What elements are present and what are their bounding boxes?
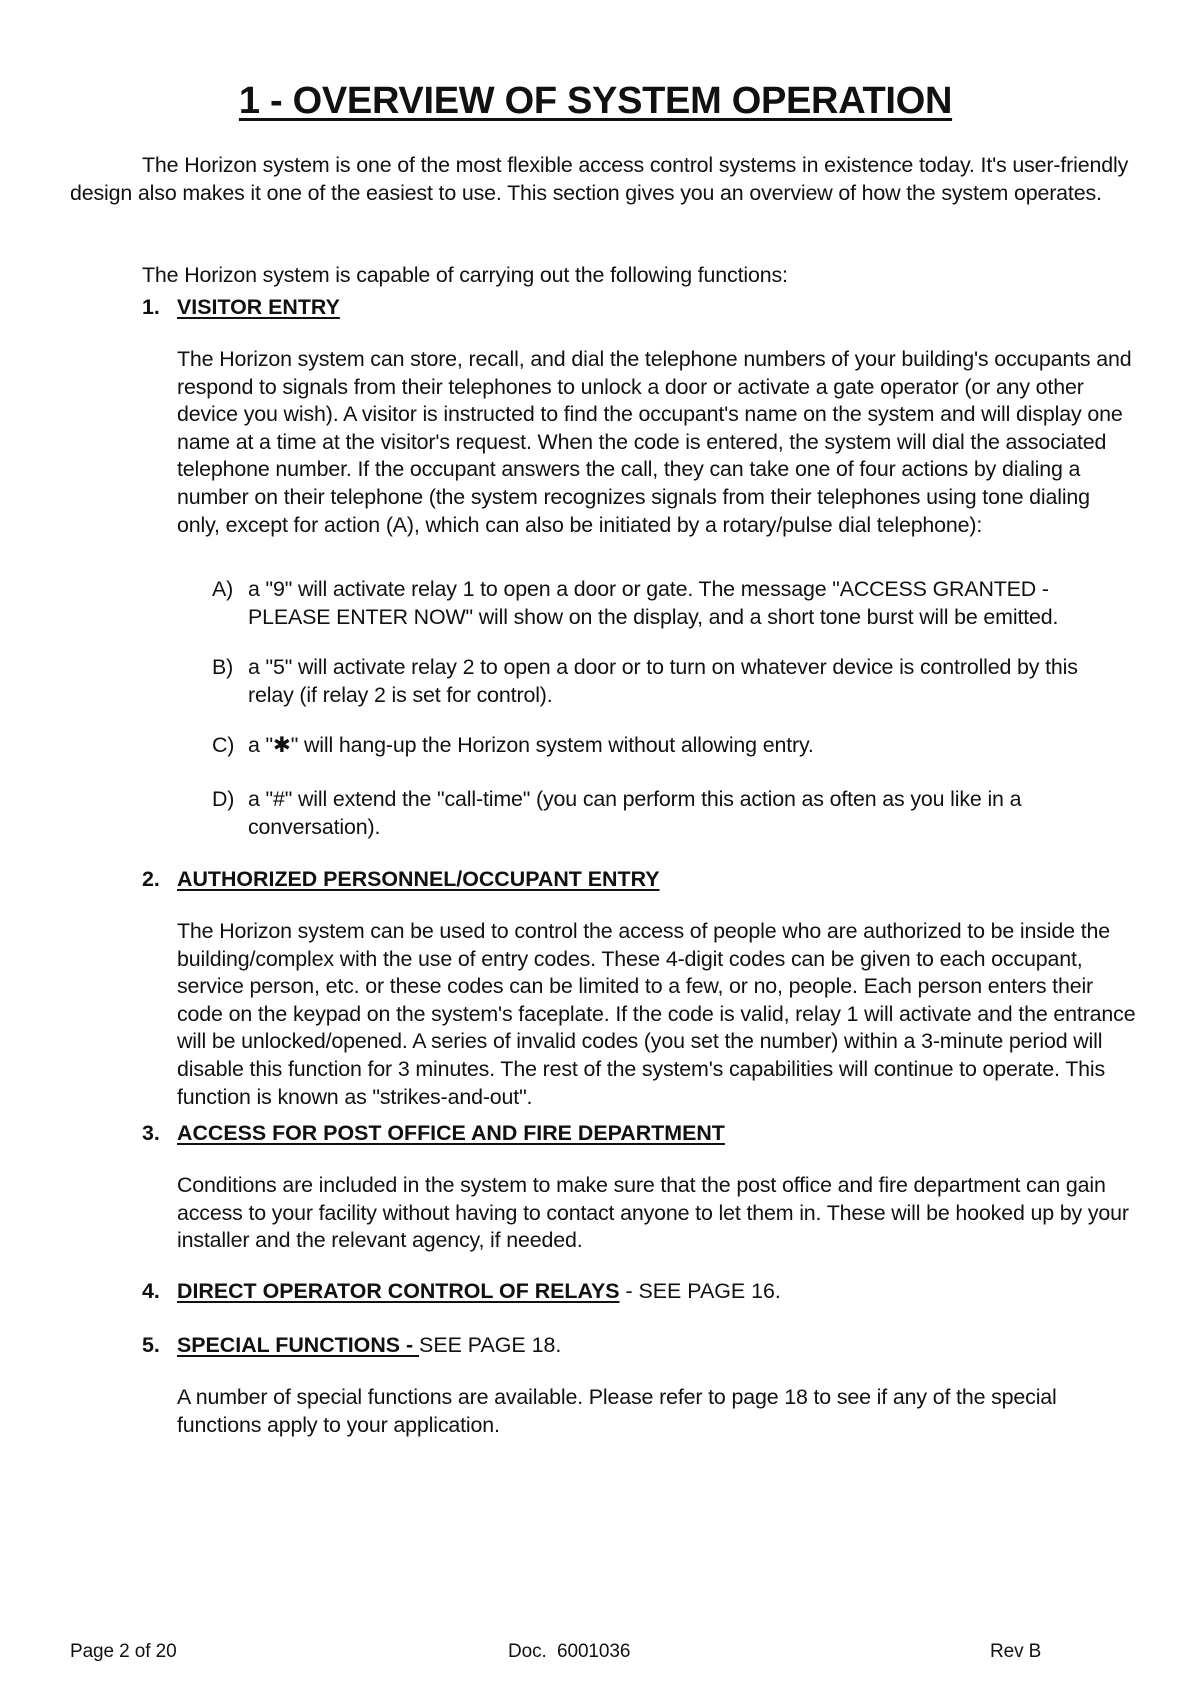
section-number: 4.: [142, 1279, 160, 1303]
section-title: ACCESS FOR POST OFFICE AND FIRE DEPARTMENT: [177, 1121, 725, 1145]
section-2-paragraph: The Horizon system can be used to control the access of people who are authorized to be inside the building/complex with the use of entry codes. These 4-digit codes can be given to each occupant, service person, etc. or these codes can be limited to a few, or no, people. Each person enters their code on the keypad on the system's faceplate. If the code is valid, relay 1 will activate and the entrance will be unlocked/opened. A series of invalid codes (you set the number) within a 3-minute period will disable this function for 3 minutes. The rest of the system's capabilities will continue to operate. This function is known as "strikes-and-out".: [177, 919, 1136, 1109]
section-1-heading: [142, 294, 1142, 322]
section-5-paragraph: A number of special functions are available. Please refer to page 18 to see if any of the special functions apply to your application.: [177, 1385, 1057, 1437]
section-title: SPECIAL FUNCTIONS -: [177, 1333, 420, 1357]
section-number: 5.: [142, 1333, 160, 1357]
list-item-d: [212, 786, 1112, 841]
section-5-heading: [142, 1332, 1142, 1360]
list-item-b: [212, 654, 1112, 709]
section-number: 3.: [142, 1121, 160, 1145]
section-title: DIRECT OPERATOR CONTROL OF RELAYS: [177, 1279, 620, 1303]
footer-doc-number: Doc. 6001036: [508, 1641, 631, 1662]
intro-paragraph-1: The Horizon system is one of the most flexible access control systems in existence today. It's user-friendly design also makes it one of the easiest to use. This section gives you an overview of how the system operates.: [70, 153, 1129, 205]
footer-revision: Rev B: [990, 1641, 1042, 1662]
section-3-paragraph: Conditions are included in the system to make sure that the post office and fire department can gain access to your facility without having to contact anyone to let them in. These will be hooked up by your installer and the relevant agency, if needed.: [177, 1173, 1129, 1253]
section-page-reference: - SEE PAGE 16.: [619, 1279, 781, 1303]
list-item-letter: D): [212, 787, 235, 811]
list-item-text: a "9" will activate relay 1 to open a door or gate. The message "ACCESS GRANTED - PLEASE ENTER NOW" will show on the display, and a short tone burst will be emitted.: [248, 577, 1059, 629]
section-title: VISITOR ENTRY: [177, 295, 340, 319]
list-item-letter: C): [212, 733, 235, 757]
section-4-heading: [142, 1278, 1142, 1306]
list-item-c: [212, 732, 1112, 760]
section-3-heading: [142, 1120, 1142, 1148]
section-number: 2.: [142, 867, 160, 891]
list-item-a: [212, 576, 1112, 631]
list-item-text: a "5" will activate relay 2 to open a door or to turn on whatever device is controlled by this relay (if relay 2 is set for control).: [248, 655, 1078, 707]
list-item-letter: B): [212, 655, 234, 679]
list-item-letter: A): [212, 577, 234, 601]
page-title: 1 - OVERVIEW OF SYSTEM OPERATION: [238, 80, 953, 122]
intro-paragraph-2: The Horizon system is capable of carrying out the following functions:: [142, 263, 788, 287]
section-2-heading: [142, 866, 1142, 894]
section-number: 1.: [142, 295, 160, 319]
section-1-paragraph: The Horizon system can store, recall, and dial the telephone numbers of your building's occupants and respond to signals from their telephones to unlock a door or activate a gate operator (or any other device you wish). A visitor is instructed to find the occupant's name on the system and will display one name at a time at the visitor's request. When the code is entered, the system will dial the associated telephone number. If the occupant answers the call, they can take one of four actions by dialing a number on their telephone (the system recognizes signals from their telephones using tone dialing only, except for action (A), which can also be initiated by a rotary/pulse dial telephone):: [177, 347, 1132, 537]
section-title: AUTHORIZED PERSONNEL/OCCUPANT ENTRY: [177, 867, 660, 891]
list-item-text: a "#" will extend the "call-time" (you can perform this action as often as you like in a conversation).: [248, 787, 1022, 839]
list-item-text: a "✱" will hang-up the Horizon system without allowing entry.: [248, 733, 814, 757]
section-page-reference: SEE PAGE 18.: [419, 1333, 562, 1357]
footer-page-number: Page 2 of 20: [70, 1641, 177, 1662]
